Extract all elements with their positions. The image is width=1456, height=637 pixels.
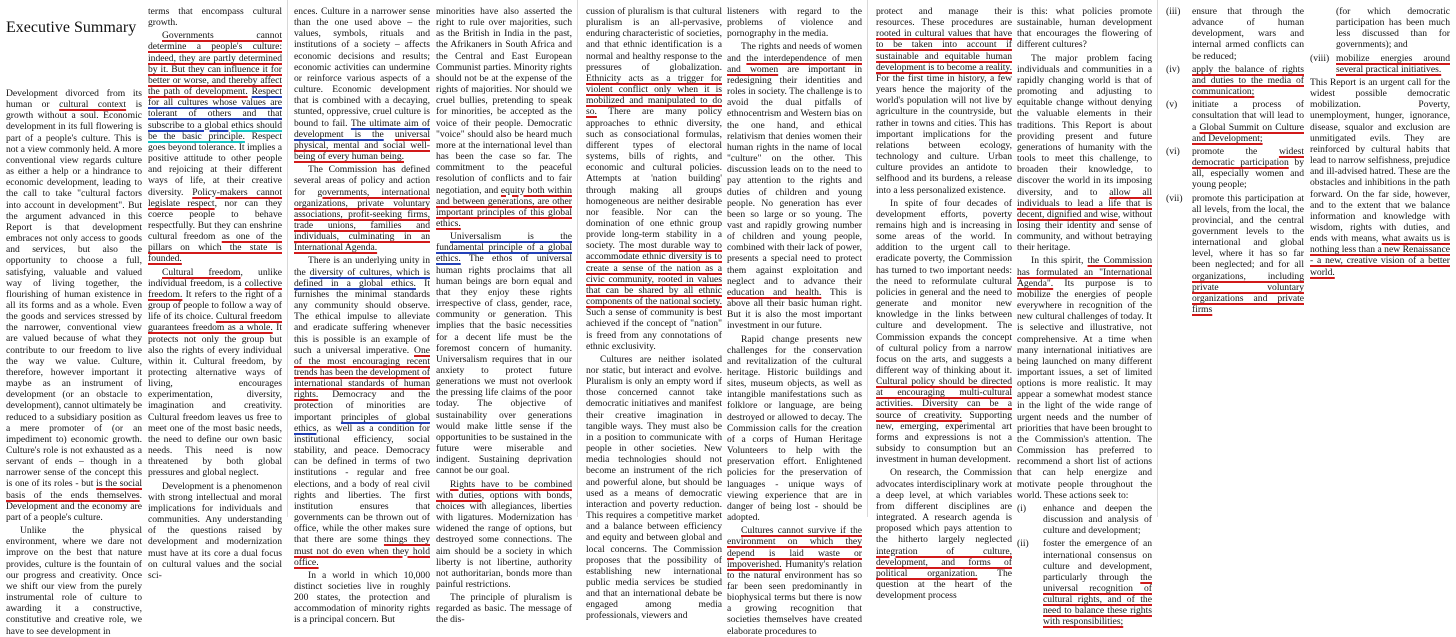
paragraph: Cultures are neither isolated nor static, but interact and evolve. Pluralism is only an empty word if those concerned cannot take democratic initiatives and manifest their creative imagination in tangible ways. They must also be in a position to communicate with people in other societies. New media technologies should not become an instrument of the rich and powerful alone, but should be used as a means of democratic interaction and poverty reduction. This requires a competitive market and a balance between efficiency and equity and between global and local concerns. The Commission proposes that the possibility of establishing new international public media services be studied and that an international debate be engaged among media professionals, viewers and [586,353,722,622]
page-1-column-1 [6,6,143,637]
list-item [1166,64,1304,97]
paragraph: Development divorced from its human or cultural context is growth without a soul. Economic development in its full flowering is part of a people's culture. This is not a view commonly held. A more conventional view regards culture as either a help or a hindrance to economic development, leading to the call to take "cultural factors into account in development". But the argument advanced in this Report is that development embraces not only access to goods and services, but also the opportunity to choose a full, satisfying, valuable and valued way of living together, the flourishing of human existence in all its forms and as a whole. Even the goods and services stressed by the narrower, conventional view are valued because of what they contribute to our freedom to live the way we value. Culture, therefore, however important it maybe as an instrument of development (or an obstacle to development), cannot ultimately be reduced to a subsidiary position as a mere promoter of (or an impediment to) economic growth. Culture's role is not exhausted as a servant of ends – though in a narrower sense of the concept this is one of its roles - but is the social basis of the ends themselves. Development and the economy are part of a people's culture. [6,88,143,523]
paragraph: ences. Culture in a narrower sense than the one used above – the values, symbols, rituals and institutions of a society – affects economic decisions and results; economic activities can undermine or reinforce various aspects of a culture. Economic development that is combined with a decaying, stunted, oppressive, cruel culture is bound to fail. The ultimate aim of development is the universal physical, mental and social well-being of every human being. [294,6,431,163]
page-3-column-1 [586,6,722,622]
paragraph: In this spirit, the Commission has formulated an "International Agenda". Its purpose is to mobilize the energies of people everywhere in recognition of the new cultural challenges of today. It is selective and illustrative, not comprehensive. At a time when many international initiatives are being launched on many different important issues, a set of limited options is more realistic. It may appear a somewhat modest stance in the light of the wide range of urgent needs and the number of priorities that have been brought to the Commission's attention. The Commission has preferred to recommend a short list of actions that can help energize and motivate people throughout the world. These actions seek to: [1017,255,1152,501]
paragraph: protect and manage their resources. These procedures are rooted in cultural values that have to be taken into account if sustainable and equitable human development is to become a reality. For the first time in history, a few years hence the majority of the world's population will not live by agriculture in the countryside, but rather in towns and cities. This has important implications for the relations between ecology, technology and culture. Urban culture provides an antidote to selfhood and its burdens, a release into a less personalized existence. [876,6,1012,196]
list-text: ensure that through the advance of human development, wars and internal armed conflicts can be reduced; [1192,6,1304,62]
page-2 [290,0,578,626]
paragraph: minorities have also asserted the right to rule over majorities, such as the British in India in the past, the Afrikaners in South Africa and the Central and East European Communist parties. Minority rights should not be at the expense of the rights of majorities. Nor should we cruel bullies, pretending to speak for minorities, be accepted as the voice of their people. Democratic "voice" should also be heard much more at the international level than has been the case so far. The commitment to the peaceful resolution of conflicts and to fair negotiation, and equity both within and between generations, are other important principles of this global ethics. [436,6,572,229]
paragraph: Universalism is the fundamental principle of a global ethics. The ethos of universal human rights proclaims that all human beings are born equal and that they enjoy these rights irrespective of class, gender, race, community or generation. This implies that the basic necessities for a decent life must be the foremost concern of humanity. Universalism requires that in our anxiety to protect future generations we must not overlook the pressing life claims of the poor today. The objective of sustainability over generations would make little sense if the opportunities to be sustained in the future were miserable and indigent. Sustaining deprivation cannot be our goal. [436,231,572,477]
document-title: Executive Summary [6,19,137,36]
list-text: mobilize energies around several practical initiatives. [1336,52,1450,75]
list-item [1310,6,1450,51]
list-item [1310,53,1450,75]
paragraph: The principle of pluralism is regarded as basic. The message of the dis- [436,592,572,626]
page-2-column-2 [436,6,572,626]
paragraph: Unlike the physical environment, where we dare not improve on the best that nature provides, culture is the fountain of our progress and creativity. Once we shift our view from the purely instrumental role of culture to awarding it a constructive, constitutive and creative role, we have to see development in [6,525,142,637]
list-item [1166,99,1304,144]
list-number: (i) [1017,502,1027,514]
list-item [1017,538,1152,627]
paragraph: The major problem facing individuals and communities in a rapidly changing world is that of promoting and adjusting to equitable change without denying the valuable elements in their traditions. This Report is about providing present and future generations of humanity with the tools to meet this challenge, to broaden their knowledge, to discover the world in its imposing diversity, and to allow all individuals to lead a life that is decent, dignified and wise, without losing their identity and sense of community, and without betraying their heritage. [1017,52,1152,254]
paragraph: terms that encompass cultural growth. [148,6,282,29]
paragraph: The rights and needs of women and the interdependence of men and women are important in redesigning their identities and roles in society. The challenge is to avoid the dual pitfalls of ethnocentrism and Western bias on the one hand, and ethical relativism that denies women their human rights in the name of local "culture" on the other. This discussion leads on to the need to pay attention to the rights and duties of children and young people. No generation has ever been so large or so young. The vast and rapidly growing number of children and young people, combined with their lack of power, presents a special need to protect them against exploitation and neglect and to advance their education and health. This is above all their basic human right. But it is also the most important investment in our future. [727,41,862,332]
list-text: initiate a process of consultation that will lead to a Global Summit on Culture and Development; [1192,99,1304,144]
list-text: apply the balance of rights and duties to the media of communication; [1192,63,1304,98]
page-5-column-2 [1310,6,1450,513]
paragraph: listeners with regard to the problems of violence and pornography in the media. [727,6,862,40]
paragraph: is this: what policies promote sustainable, human development that encourages the flowering of different cultures? [1017,6,1152,51]
paragraph: The Commission has defined several areas of policy and action for governments, international organizations, private voluntary associations, profit-seeking firms, trade unions, families and individuals, culminating in an International Agenda. [294,164,430,254]
page-5 [1160,0,1456,517]
page-3 [580,0,868,637]
paragraph: In spite of four decades of development efforts, poverty remains high and is increasing in some areas of the world. In addition to the urgent call to eradicate poverty, the Commission has turned to two important needs: the need to reformulate cultural policies in general and the need to generate and monitor new knowledge in the links between culture and development. The Commission expands the concept of cultural policy from a narrow focus on the arts, and suggests a different way of thinking about it. Cultural policy should be directed at encouraging multi-cultural activities. Diversity can be a source of creativity. Supporting new, emerging, experimental art forms and expressions is not a subsidy to consumption but an investment in human development. [876,197,1013,466]
list-item [1166,146,1304,191]
list-text: enhance and deepen the discussion and analysis of culture and development; [1043,502,1152,537]
paragraph: Cultural freedom, unlike individual freedom, is a collective freedom. It refers to the right of a group of people to follow a way of life of its choice. Cultural freedom guarantees freedom as a whole. It protects not only the group but also the rights of every individual within it. Cultural freedom, by protecting alternative ways of living, encourages experimentation, diversity, imagination and creativity. Cultural freedom leaves us free to meet one of the most basic needs, the need to define our own basic needs. This need is now threatened by both global pressures and global neglect. [148,266,282,479]
paragraph: Cultures cannot survive if the environment on which they depend is laid waste or impoverished. Humanity's relation to the natural environment has so far been seen predominantly in biophysical terms but there is now a growing recognition that societies themselves have created elaborate procedures to [727,525,862,637]
list-text: (for which democratic participation has been much less discussed than for governments); and [1336,6,1450,51]
list-item [1017,503,1152,536]
paragraph: cussion of pluralism is that cultural pluralism is an all-pervasive, enduring characteristic of societies, and that ethnic identification is a normal and healthy response to the pressures of globalization. Ethnicity acts as a trigger for violent conflict only when it is mobilized and manipulated to do so. There are many policy approaches to ethnic diversity, such as consociational formulas, different types of electoral systems, bills of rights, and economic and cultural policies. Attempts at 'nation building' through making all groups homogeneous are neither desirable nor feasible. Nor can the domination of one ethnic group provide long-term stability in a society. The most durable way to accommodate ethnic diversity is to create a sense of the nation as a civic community, rooted in values that can be shared by all ethnic components of the national society. Such a sense of community is best achieved if the concept of "nation" is freed from any connotations of ethnic exclusivity. [586,6,722,352]
list-text: promote this participation at all levels, from the local, the provincial, and the central government levels to the international and global level, where it has so far been neglected; and for all organizations, including private voluntary organizations and private firms [1192,192,1304,316]
list-number: (vii) [1166,192,1183,204]
paragraph: Rapid change presents new challenges for the conservation and revitalization of the cultural heritage. Historic buildings and sites, museum objects, as well as intangible manifestations such as folklore or language, are being destroyed or allowed to decay. The Commission calls for the creation of a corps of Human Heritage Volunteers to help with the preservation effort. Enlightened policies for the preservation of languages - unique ways of viewing experience that are in danger of being lost - should be adopted. [727,333,862,524]
paragraph: Development is a phenomenon with strong intellectual and moral implications for individuals and communities. Any understanding of the questions raised by development and modernization must have at its core a dual focus on cultural values and the social sci- [148,480,282,581]
paragraph: Rights have to be combined with duties, options with bonds, choices with allegiances, liberties with ligatures. Modernization has widened the range of options, but destroyed some connections. The aim should be a society in which liberty is not libertine, authority not authoritarian, bonds more than painful restrictions. [436,478,572,590]
page-3-column-2 [727,6,862,637]
page-4-column-2 [1017,6,1152,628]
page-4-column-1 [876,6,1013,602]
page-1-column-2 [148,6,283,581]
paragraph: This Report is an urgent call for the widest possible democratic mobilization. Poverty, unemployment, hunger, ignorance, disease, squalor and exclusion are unmitigated evils. They are reinforced by cultural habits that lead to narrow selfishness, prejudice and ill-advised hatred. These are the obstacles and inhibitions in the path forward. On the far side, however, and to the extent that we balance information and knowledge with wisdom, rights with duties, and ends with means, what awaits us is nothing less than a new Renaissance - a new, creative vision of a better world. [1310,76,1450,278]
paragraph: On research, the Commission advocates interdisciplinary work at a deep level, at which variables from different disciplines are integrated. A research agenda is proposed which pays attention to the hitherto largely neglected integration of culture, development, and forms of political organization. The question at the heart of the development process [876,467,1012,602]
page-1 [0,0,288,637]
list-number: (iii) [1166,6,1181,17]
list-number: (viii) [1310,52,1330,64]
paragraph: In a world in which 10,000 distinct societies live in roughly 200 states, the protection and accommodation of minority rights is a principal concern. But [294,569,430,626]
page-4 [870,0,1158,628]
list-text: promote the widest democratic participation by all, especially women and young people; [1192,145,1304,191]
list-number: (v) [1166,99,1178,111]
list-text: foster the emergence of an international consensus on culture and development, particularly through the universal recognition of cultural rights, and of the need to balance these rights with responsibilities; [1043,538,1152,628]
page-2-column-1 [294,6,431,626]
paragraph: There is an underlying unity in the diversity of cultures, which is defined in a global ethics. It furnishes the minimal standards any community should observe. The ethical impulse to alleviate and eradicate suffering whenever this is possible is an example of such a universal imperative. One of the most encouraging recent trends has been the development of international standards of human rights. Democracy and the protection of minorities are important principles of global ethics, as well as a condition for institutional efficiency, social stability, and peace. Democracy can be defined in terms of two institutions - regular and free elections, and a body of real civil rights and liberties. The first institution ensures that governments can be thrown out of office, while the other makes sure that there are some things they must not do even when they hold office. [294,255,430,568]
paragraph: Governments cannot determine a people's culture: indeed, they are partly determined by it. But they can influence it for better or worse, and thereby affect the path of development. Respect for all cultures whose values are tolerant of others and that subscribe to a global ethics should be the basic principle. Respect goes beyond tolerance. It implies a positive attitude to other people and rejoicing at their different ways of life, at their creative diversity. Policy-makers cannot legislate respect, nor can they coerce people to behave respectfully. But they can enshrine cultural freedom as one of the pillars on which the state is founded. [148,30,283,265]
list-number [1310,6,1336,51]
list-item [1166,6,1304,62]
list-number: (iv) [1166,63,1180,75]
page-5-column-1 [1166,6,1304,513]
list-number: (ii) [1017,538,1029,550]
list-number: (vi) [1166,145,1180,157]
list-item [1166,193,1304,316]
